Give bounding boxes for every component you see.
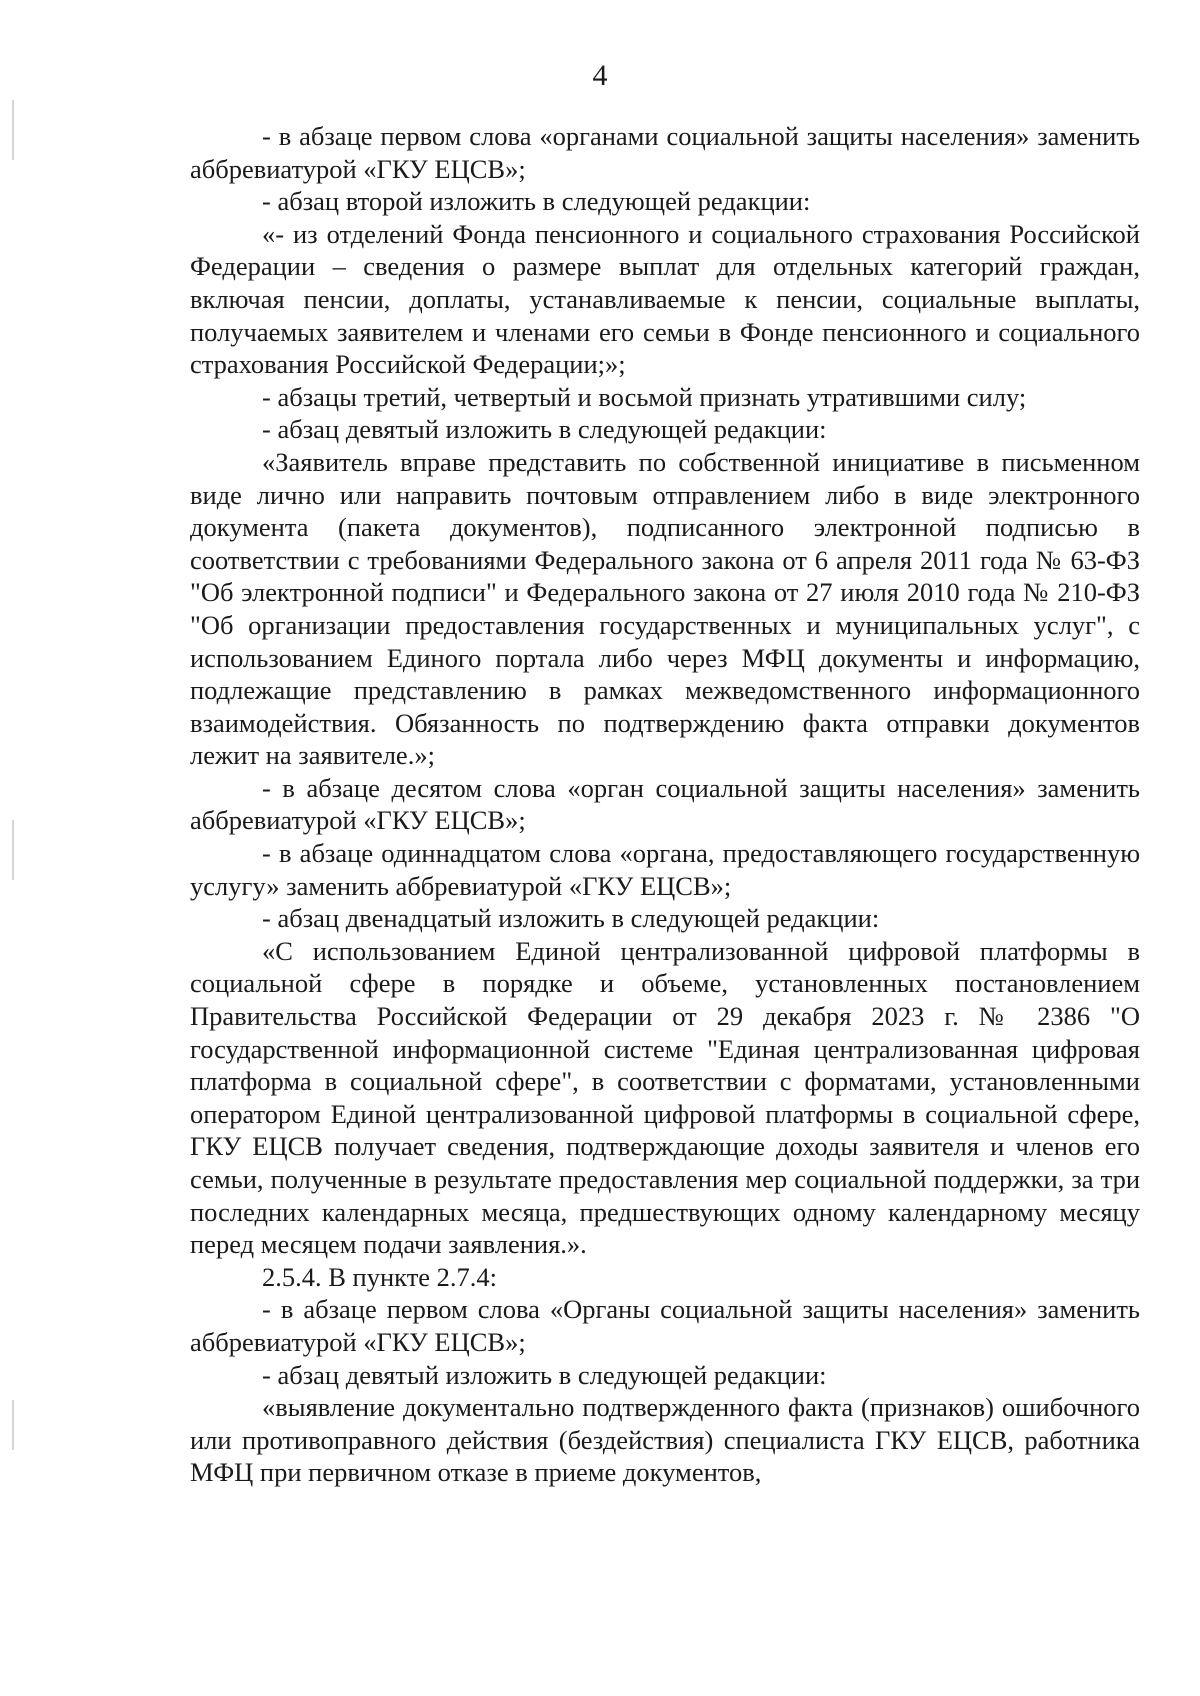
scan-edge-mark <box>12 820 14 880</box>
paragraph: «- из отделений Фонда пенсионного и социального страхования Российской Федерации – сведения о размере выплат для отдельных категорий граждан, включая пенсии, доплаты, устанавливаемые к пенсии, социальные выплаты, получаемых заявителем и членами его семьи в Фонде пенсионного и социального страхования Российской Федерации;»; <box>190 218 1140 380</box>
paragraph: «выявление документально подтвержденного факта (признаков) ошибочного или противоправного действия (бездействия) специалиста ГКУ ЕЦСВ, работника МФЦ при первичном отказе в приеме документов, <box>190 1392 1140 1488</box>
document-body <box>190 120 1140 1489</box>
page-number: 4 <box>592 59 608 92</box>
paragraph: «Заявитель вправе представить по собственной инициативе в письменном виде лично или направить почтовым отправлением либо в виде электронного документа (пакета документов), подписанного электронной подписью в соответствии с требованиями Федерального закона от 6 апреля 2011 года № 63-ФЗ "Об электронной подписи" и Федерального закона от 27 июля 2010 года № 210-ФЗ "Об организации предоставления государственных и муниципальных услуг", с использованием Единого портала либо через МФЦ документы и информацию, подлежащие представлению в рамках межведомственного информационного взаимодействия. Обязанность по подтверждению факта отправки документов лежит на заявителе.»; <box>190 446 1140 771</box>
scan-edge-mark <box>12 100 14 160</box>
paragraph: - абзац девятый изложить в следующей редакции: <box>262 1359 827 1390</box>
paragraph: «С использованием Единой централизованной цифровой платформы в социальной сфере в порядке и объеме, установленных постановлением Правительства Российской Федерации от 29 декабря 2023 г. № 2386 "О государственной информационной системе "Единая централизованная цифровая платформа в социальной сфере", в соответствии с форматами, установленными оператором Единой централизованной цифровой платформы в социальной сфере, ГКУ ЕЦСВ получает сведения, подтверждающие доходы заявителя и членов его семьи, полученные в результате предоставления мер социальной поддержки, за три последних календарных месяца, предшествующих одному календарному месяцу перед месяцем подачи заявления.». <box>190 935 1140 1260</box>
paragraph: - в абзаце десятом слова «орган социальной защиты населения» заменить аббревиатурой «ГКУ ЕЦСВ»; <box>190 772 1140 836</box>
paragraph: - в абзаце первом слова «Органы социальной защиты населения» заменить аббревиатурой «ГКУ ЕЦСВ»; <box>190 1294 1140 1357</box>
paragraph: - абзац девятый изложить в следующей редакции: <box>262 414 827 445</box>
section-heading: 2.5.4. В пункте 2.7.4: <box>262 1261 498 1292</box>
scan-edge-mark <box>12 1400 14 1450</box>
paragraph: - абзацы третий, четвертый и восьмой признать утратившими силу; <box>262 381 1027 412</box>
paragraph: - абзац двенадцатый изложить в следующей редакции: <box>262 903 880 934</box>
paragraph: - в абзаце одиннадцатом слова «органа, предоставляющего государственную услугу» заменить аббревиатурой «ГКУ ЕЦСВ»; <box>190 838 1140 901</box>
paragraph: - в абзаце первом слова «органами социальной защиты населения» заменить аббревиатурой «ГКУ ЕЦСВ»; <box>190 121 1140 184</box>
paragraph: - абзац второй изложить в следующей редакции: <box>262 186 811 217</box>
